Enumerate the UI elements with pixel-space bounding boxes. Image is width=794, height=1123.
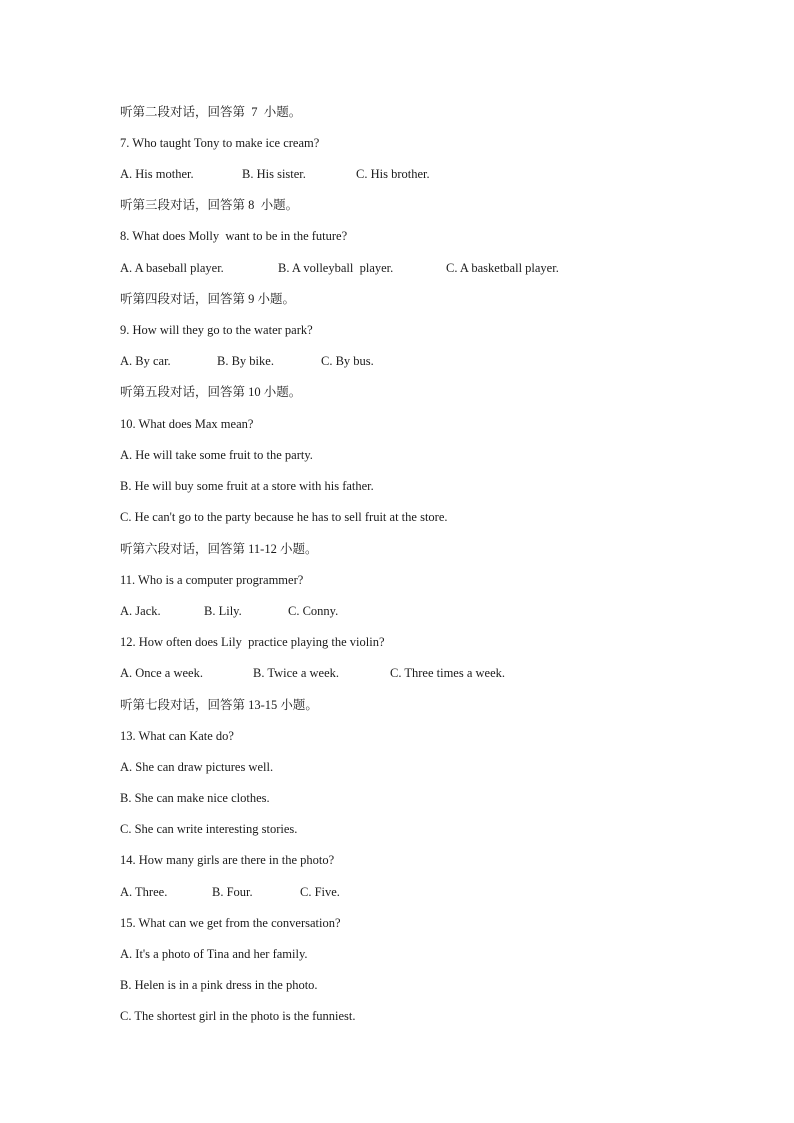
option-b: B. A volleyball player.	[278, 261, 394, 275]
option-c: C. By bus.	[321, 354, 374, 368]
option-c: C. Conny.	[288, 604, 339, 618]
question-11: 11. Who is a computer programmer?	[120, 573, 304, 587]
option-b: B. By bike.	[217, 354, 274, 368]
option-c: C. Three times a week.	[390, 666, 506, 680]
question-13-option-b: B. She can make nice clothes.	[120, 791, 270, 805]
option-a: A. By car.	[120, 354, 171, 368]
question-13-option-a: A. She can draw pictures well.	[120, 760, 274, 774]
section-heading-4: 听第四段对话，回答第 9 小题。	[120, 292, 296, 306]
option-b: B. Twice a week.	[253, 666, 340, 680]
question-10-option-a: A. He will take some fruit to the party.	[120, 448, 313, 462]
question-10-option-b: B. He will buy some fruit at a store with his father.	[120, 479, 374, 493]
option-a: A. Three.	[120, 885, 168, 899]
option-c: C. A basketball player.	[446, 261, 559, 275]
question-12-options	[120, 665, 720, 681]
question-11-options	[120, 603, 720, 619]
option-b: B. Lily.	[204, 604, 242, 618]
question-15-option-a: A. It's a photo of Tina and her family.	[120, 947, 308, 961]
option-a: A. Once a week.	[120, 666, 203, 680]
question-15-option-c: C. The shortest girl in the photo is the funniest.	[120, 1009, 356, 1023]
section-heading-7: 听第七段对话，回答第 13-15 小题。	[120, 698, 318, 712]
option-a: A. Jack.	[120, 604, 161, 618]
question-8: 8. What does Molly want to be in the future?	[120, 229, 348, 243]
option-b: B. His sister.	[242, 167, 306, 181]
option-c: C. His brother.	[356, 167, 430, 181]
section-heading-2: 听第二段对话，回答第 7 小题。	[120, 105, 302, 119]
question-10: 10. What does Max mean?	[120, 417, 254, 431]
question-9: 9. How will they go to the water park?	[120, 323, 313, 337]
question-13-option-c: C. She can write interesting stories.	[120, 822, 298, 836]
question-10-option-c: C. He can't go to the party because he has to sell fruit at the store.	[120, 510, 448, 524]
question-12: 12. How often does Lily practice playing the violin?	[120, 635, 385, 649]
option-a: A. His mother.	[120, 167, 194, 181]
question-14: 14. How many girls are there in the photo?	[120, 853, 335, 867]
question-15: 15. What can we get from the conversation?	[120, 916, 341, 930]
option-a: A. A baseball player.	[120, 261, 224, 275]
question-15-option-b: B. Helen is in a pink dress in the photo.	[120, 978, 318, 992]
question-7: 7. Who taught Tony to make ice cream?	[120, 136, 320, 150]
section-heading-5: 听第五段对话，回答第 10 小题。	[120, 385, 302, 399]
question-14-options	[120, 884, 720, 900]
question-7-options	[120, 166, 720, 182]
question-13: 13. What can Kate do?	[120, 729, 234, 743]
question-8-options	[120, 260, 720, 276]
section-heading-3: 听第三段对话，回答第 8 小题。	[120, 198, 299, 212]
option-b: B. Four.	[212, 885, 253, 899]
section-heading-6: 听第六段对话，回答第 11-12 小题。	[120, 542, 318, 556]
option-c: C. Five.	[300, 885, 340, 899]
question-9-options	[120, 353, 720, 369]
